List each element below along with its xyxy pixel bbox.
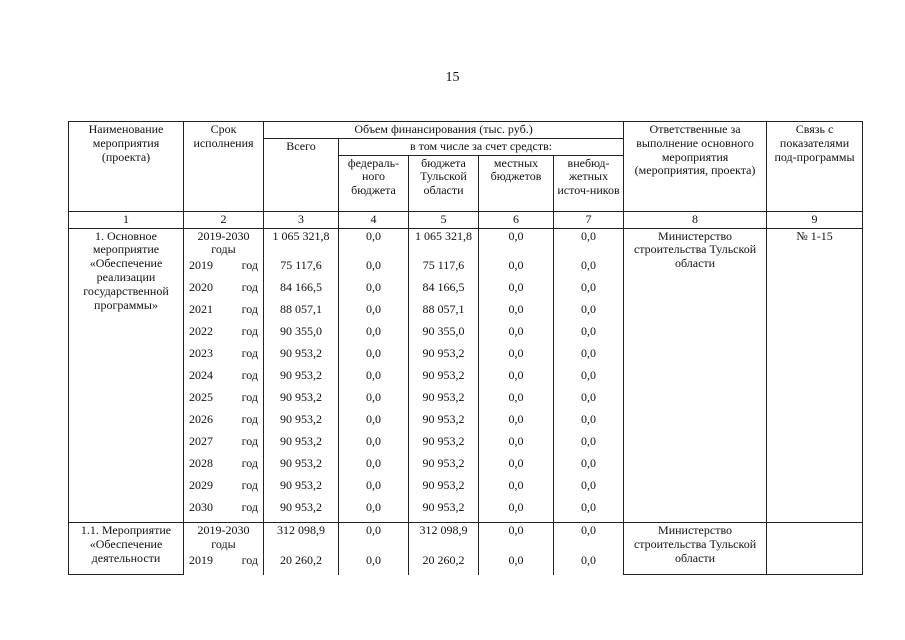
value-regional: 1 065 321,8 [409,228,479,258]
year-wrap [187,435,260,449]
table-row [69,228,863,258]
value-regional: 75 117,6 [409,258,479,280]
value-local: 0,0 [479,412,554,434]
year-cell [184,368,264,390]
value-total: 88 057,1 [264,302,339,324]
year-cell [184,553,264,575]
year-word: год [241,258,258,273]
year-value: 2025 [189,390,213,405]
year-wrap [187,281,260,295]
column-number: 6 [479,211,554,228]
year-cell [184,302,264,324]
header-row-1 [69,122,863,139]
value-federal: 0,0 [339,390,409,412]
value-local: 0,0 [479,324,554,346]
responsible-cell: Министерство строительства Тульской области [624,523,767,575]
year-value: 2022 [189,324,213,339]
value-total: 90 953,2 [264,346,339,368]
year-value: 2021 [189,302,213,317]
year-wrap [187,554,260,568]
year-word: год [241,280,258,295]
year-cell [184,324,264,346]
year-value: 2030 [189,500,213,515]
value-federal: 0,0 [339,346,409,368]
value-total: 75 117,6 [264,258,339,280]
year-word: год [241,500,258,515]
value-extra: 0,0 [554,434,624,456]
table-row [69,523,863,553]
header-extra: внебюд-жетных источ-ников [554,155,624,211]
value-regional: 88 057,1 [409,302,479,324]
value-federal: 0,0 [339,280,409,302]
value-local: 0,0 [479,280,554,302]
header-including: в том числе за счет средств: [339,138,624,155]
value-total: 90 953,2 [264,500,339,523]
value-federal: 0,0 [339,553,409,575]
page-number: 15 [445,70,460,85]
value-extra: 0,0 [554,412,624,434]
value-extra: 0,0 [554,368,624,390]
year-word: год [241,434,258,449]
value-regional: 90 953,2 [409,390,479,412]
value-extra: 0,0 [554,478,624,500]
year-word: год [241,412,258,427]
value-local: 0,0 [479,390,554,412]
value-extra: 0,0 [554,280,624,302]
year-value: 2020 [189,280,213,295]
value-regional: 312 098,9 [409,523,479,553]
header-federal: федераль-ного бюджета [339,155,409,211]
column-number: 7 [554,211,624,228]
value-federal: 0,0 [339,302,409,324]
value-federal: 0,0 [339,456,409,478]
year-cell [184,346,264,368]
value-regional: 20 260,2 [409,553,479,575]
value-extra: 0,0 [554,390,624,412]
value-federal: 0,0 [339,500,409,523]
value-total: 90 355,0 [264,324,339,346]
year-value: 2027 [189,434,213,449]
year-value: 2019 [189,258,213,273]
value-local: 0,0 [479,478,554,500]
year-wrap [187,413,260,427]
header-link: Связь с показателями под-программы [767,122,863,212]
year-cell [184,478,264,500]
value-federal: 0,0 [339,258,409,280]
year-value: 2029 [189,478,213,493]
year-wrap [187,391,260,405]
year-word: год [241,368,258,383]
year-word: год [241,552,258,567]
year-cell [184,500,264,523]
header-responsible: Ответственные за выполнение основного мероприятия (мероприятия, проекта) [624,122,767,212]
value-federal: 0,0 [339,324,409,346]
value-local: 0,0 [479,523,554,553]
column-number: 2 [184,211,264,228]
value-federal: 0,0 [339,478,409,500]
value-local: 0,0 [479,302,554,324]
year-value: 2026 [189,412,213,427]
period-cell: 2019-2030 годы [184,523,264,553]
year-cell [184,390,264,412]
year-wrap [187,369,260,383]
value-local: 0,0 [479,228,554,258]
header-local: местных бюджетов [479,155,554,211]
value-regional: 90 953,2 [409,500,479,523]
value-total: 90 953,2 [264,390,339,412]
value-regional: 84 166,5 [409,280,479,302]
value-total: 312 098,9 [264,523,339,553]
value-total: 90 953,2 [264,478,339,500]
value-extra: 0,0 [554,346,624,368]
value-regional: 90 953,2 [409,368,479,390]
year-wrap [187,501,260,515]
year-wrap [187,303,260,317]
value-federal: 0,0 [339,228,409,258]
column-number: 8 [624,211,767,228]
value-extra: 0,0 [554,456,624,478]
year-word: год [241,456,258,471]
value-regional: 90 953,2 [409,434,479,456]
value-federal: 0,0 [339,412,409,434]
year-wrap [187,479,260,493]
value-total: 84 166,5 [264,280,339,302]
year-cell [184,434,264,456]
header-volume: Объем финансирования (тыс. руб.) [264,122,624,139]
header-name: Наименование мероприятия (проекта) [69,122,184,212]
column-number: 1 [69,211,184,228]
value-local: 0,0 [479,368,554,390]
column-number: 5 [409,211,479,228]
value-local: 0,0 [479,434,554,456]
value-total: 20 260,2 [264,553,339,575]
indicator-link-cell [767,523,863,575]
value-local: 0,0 [479,500,554,523]
year-cell [184,258,264,280]
value-regional: 90 355,0 [409,324,479,346]
value-local: 0,0 [479,553,554,575]
value-federal: 0,0 [339,434,409,456]
column-number: 3 [264,211,339,228]
value-extra: 0,0 [554,324,624,346]
year-wrap [187,259,260,273]
year-wrap [187,457,260,471]
column-number: 9 [767,211,863,228]
value-regional: 90 953,2 [409,456,479,478]
financing-table [68,121,863,575]
value-federal: 0,0 [339,368,409,390]
value-extra: 0,0 [554,500,624,523]
year-word: год [241,324,258,339]
year-wrap [187,347,260,361]
activity-name: 1.1. Мероприятие «Обеспечение деятельности [69,523,184,575]
value-federal: 0,0 [339,523,409,553]
column-numbers-row [69,211,863,228]
value-local: 0,0 [479,346,554,368]
value-total: 90 953,2 [264,368,339,390]
value-total: 90 953,2 [264,434,339,456]
year-value: 2019 [189,552,213,567]
header-term: Срок исполнения [184,122,264,212]
value-regional: 90 953,2 [409,346,479,368]
value-local: 0,0 [479,456,554,478]
year-value: 2028 [189,456,213,471]
value-extra: 0,0 [554,523,624,553]
activity-name: 1. Основное мероприятие «Обеспечение реализации государственной программы» [69,228,184,523]
year-value: 2024 [189,368,213,383]
year-word: год [241,390,258,405]
year-cell [184,280,264,302]
value-total: 90 953,2 [264,412,339,434]
year-wrap [187,325,260,339]
period-cell: 2019-2030 годы [184,228,264,258]
year-cell [184,412,264,434]
year-value: 2023 [189,346,213,361]
header-total: Всего [264,138,339,211]
value-extra: 0,0 [554,302,624,324]
column-number: 4 [339,211,409,228]
value-extra: 0,0 [554,258,624,280]
value-extra: 0,0 [554,228,624,258]
value-regional: 90 953,2 [409,412,479,434]
year-word: год [241,346,258,361]
value-total: 1 065 321,8 [264,228,339,258]
year-cell [184,456,264,478]
value-local: 0,0 [479,258,554,280]
header-regional: бюджета Тульской области [409,155,479,211]
value-total: 90 953,2 [264,456,339,478]
value-extra: 0,0 [554,553,624,575]
year-word: год [241,478,258,493]
indicator-link-cell: № 1-15 [767,228,863,523]
year-word: год [241,302,258,317]
value-regional: 90 953,2 [409,478,479,500]
responsible-cell: Министерство строительства Тульской области [624,228,767,523]
